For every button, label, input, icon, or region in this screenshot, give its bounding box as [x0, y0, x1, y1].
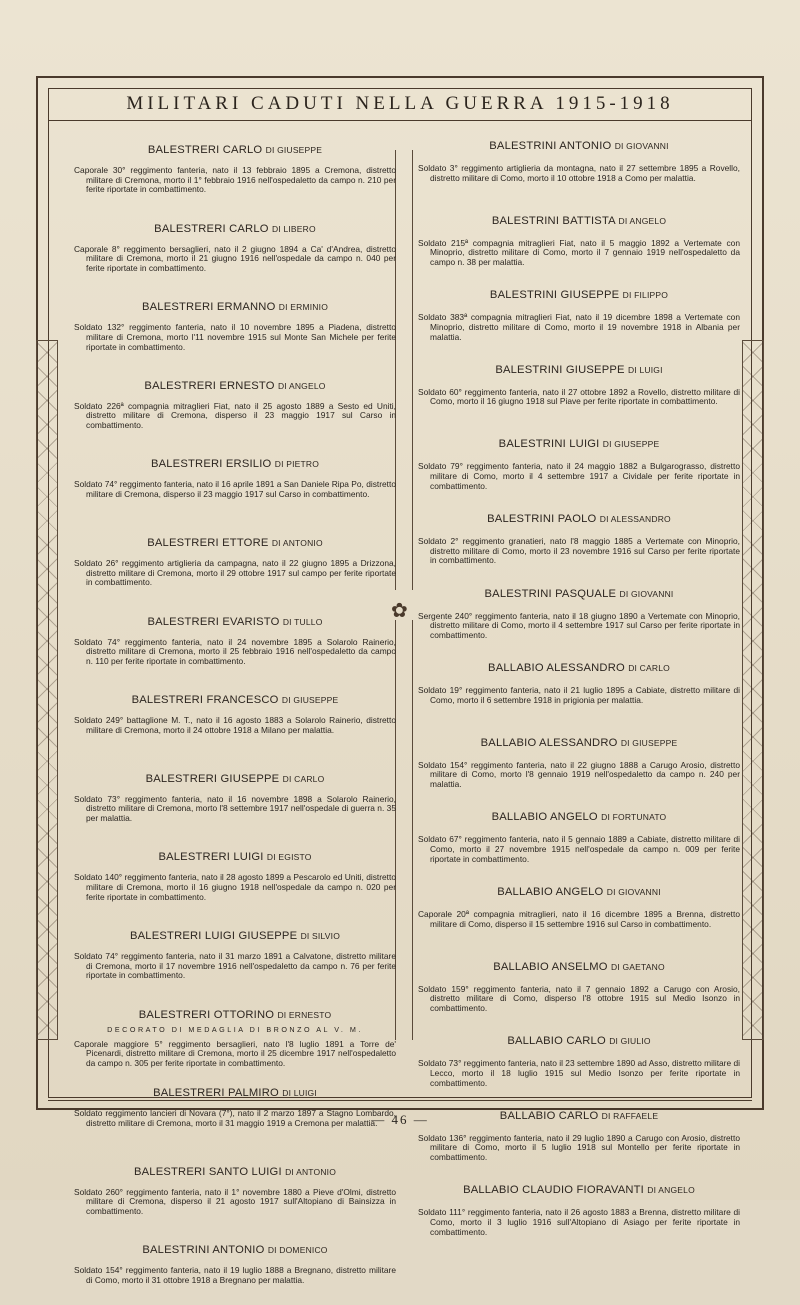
casualty-name: [74, 223, 396, 235]
center-column-ornament-bottom: [395, 620, 413, 1040]
casualty-name: [74, 1009, 396, 1021]
casualty-details: Soldato 73° reggimento fanteria, nato il 23 settembre 1890 ad Asso, distretto militare di Lecco, morto il 18 luglio 1915 sul Medio Isonzo per ferite riportate in combattimento.: [418, 1058, 740, 1088]
casualty-entry: [418, 737, 740, 798]
casualty-name: [418, 140, 740, 152]
casualty-name: [74, 930, 396, 942]
casualty-name: [74, 694, 396, 706]
casualty-details: Soldato 136° reggimento fanteria, nato il 29 luglio 1890 a Carugo con Arosio, distretto militare di Como, morto il 5 luglio 1918 sul Montello per ferite riportate in combattimento.: [418, 1132, 740, 1163]
surname-given-name: BALESTRINI PASQUALE: [484, 587, 617, 600]
casualty-entry: [74, 851, 396, 912]
casualty-entry: [74, 1244, 396, 1305]
patronymic: DI GIUSEPPE: [281, 695, 339, 706]
casualty-entry: [418, 1184, 740, 1245]
casualty-name: [418, 662, 740, 674]
surname-given-name: BALESTRERI CARLO: [147, 144, 263, 156]
page-title: MILITARI CADUTI NELLA GUERRA 1915-1918: [126, 93, 674, 114]
casualty-details: Soldato 226ª compagnia mitraglieri Fiat, nato il 25 agosto 1889 a Sesto ed Uniti, distretto militare di Cremona, disperso il 23 maggio 1917 sul Carso in combattimento.: [74, 400, 396, 431]
casualty-details: Caporale maggiore 5° reggimento bersaglieri, nato l'8 luglio 1891 a Torre de' Picenardi, distretto militare di Cremona, morto il 25 dicembre 1917 nell'ospedaletto da campo n. 305 per ferite riportate in combattimento.: [74, 1038, 396, 1068]
surname-given-name: BALLABIO CLAUDIO FIORAVANTI: [463, 1184, 644, 1197]
casualty-entry: [74, 930, 396, 991]
patronymic: DI LUIGI: [282, 1088, 317, 1099]
surname-given-name: BALLABIO ANGELO: [497, 885, 604, 898]
casualty-entry: [418, 513, 740, 574]
patronymic: DI ALESSANDRO: [599, 513, 671, 524]
casualty-name: [418, 886, 740, 898]
casualty-details: Soldato 154° reggimento fanteria, nato il 19 luglio 1888 a Bregnano, distretto militare di Como, morto il 31 ottobre 1918 a Bregnano per malattia.: [74, 1265, 396, 1286]
surname-given-name: BALESTRERI SANTO LUIGI: [133, 1165, 282, 1178]
casualty-details: Soldato 111° reggimento fanteria, nato il 26 agosto 1883 a Brenna, distretto militare di Como, morto il 3 luglio 1916 sull'Altopiano di Asiago per ferite riportate in combattimento.: [418, 1207, 740, 1237]
casualty-name: [418, 289, 740, 301]
patronymic: DI GIULIO: [609, 1036, 651, 1047]
casualty-name: [74, 773, 396, 785]
casualty-details: Caporale 20ª compagnia mitraglieri, nato il 16 dicembre 1895 a Brenna, distretto militare di Como, disperso il 15 settembre 1916 sul Carso in combattimento.: [418, 908, 740, 929]
patronymic: DI DOMENICO: [267, 1245, 328, 1256]
patronymic: DI GAETANO: [611, 961, 665, 972]
casualty-details: Soldato 383ª compagnia mitraglieri Fiat, nato il 19 dicembre 1898 a Vertemate con Minoprio, distretto militare di Como, morto il 19 novembre 1918 in Albania per malattia.: [418, 312, 740, 342]
casualty-details: Soldato 73° reggimento fanteria, nato il 16 novembre 1898 a Solarolo Rainerio, distretto militare di Cremona, morto l'8 settembre 1917 nell'ospedale di guerra n. 35 per malattia.: [74, 793, 396, 824]
patronymic: DI CARLO: [282, 773, 325, 784]
casualty-details: Soldato 260° reggimento fanteria, nato il 1° novembre 1880 a Pieve d'Olmi, distretto militare di Cremona, disperso il 21 agosto 1917 sull'Altopiano di Bainsizza in combattimento.: [74, 1186, 396, 1217]
surname-given-name: BALESTRINI PAOLO: [487, 512, 597, 525]
patronymic: DI EGISTO: [266, 852, 312, 863]
casualty-details: Soldato 3° reggimento artiglieria da montagna, nato il 27 settembre 1895 a Rovello, distretto militare di Como, morto il 10 ottobre 1918 a Como per malattia.: [418, 163, 740, 183]
patronymic: DI ERNESTO: [277, 1009, 332, 1020]
casualty-entry: [74, 301, 396, 362]
casualty-details: Soldato 74° reggimento fanteria, nato il 16 aprile 1891 a San Daniele Ripa Po, distretto militare di Cremona, disperso il 23 maggio 1917 sul Carso in combattimento.: [74, 479, 396, 500]
surname-given-name: BALLABIO CARLO: [499, 1109, 599, 1122]
casualty-name: [418, 1035, 740, 1047]
casualty-entry: [418, 1035, 740, 1096]
casualty-entry: [74, 380, 396, 441]
casualty-details: Soldato reggimento lancieri di Novara (7°), nato il 2 marzo 1897 a Stagno Lombardo, distretto militare di Cremona, morto il 31 maggio 1919 a Cremona per malattia.: [74, 1108, 396, 1128]
patronymic: DI ANGELO: [618, 215, 667, 226]
right-column: [418, 126, 740, 1237]
casualty-name: [74, 1166, 396, 1178]
patronymic: DI GIOVANNI: [614, 141, 669, 151]
casualty-entry: [418, 662, 740, 723]
casualty-name: [74, 1087, 396, 1099]
surname-given-name: BALESTRERI FRANCESCO: [131, 694, 279, 707]
patronymic: DI GIUSEPPE: [265, 145, 323, 155]
casualty-name: [418, 961, 740, 973]
casualty-entry: [418, 438, 740, 499]
casualty-details: Soldato 19° reggimento fanteria, nato il 21 luglio 1895 a Cabiate, distretto militare di Como, morto il 6 settembre 1918 in prigionia per malattia.: [418, 685, 740, 705]
patronymic: DI FILIPPO: [622, 290, 669, 301]
casualty-details: Soldato 67° reggimento fanteria, nato il 5 gennaio 1889 a Cabiate, distretto militare di Como, morto il 27 novembre 1915 nell'ospedale da campo n. 009 per ferite riportate in combattimento.: [418, 834, 740, 864]
casualty-name: [74, 537, 396, 549]
left-fasces-ornament: [36, 340, 58, 1040]
casualty-details: Soldato 215ª compagnia mitraglieri Fiat, nato il 5 maggio 1892 a Vertemate con Minoprio, distretto militare di Como, morto il 7 gennaio 1919 nell'ospedaletto da campo n. 38 per malattia.: [418, 237, 740, 267]
casualty-name: [418, 588, 740, 600]
surname-given-name: BALLABIO ALESSANDRO: [488, 662, 625, 675]
patronymic: DI GIUSEPPE: [620, 737, 678, 748]
casualty-name: [74, 144, 396, 156]
casualty-entry: [74, 616, 396, 677]
patronymic: DI PIETRO: [274, 459, 320, 470]
center-column-ornament-top: [395, 150, 413, 590]
casualty-name: [74, 458, 396, 470]
surname-given-name: BALESTRERI ERSILIO: [150, 458, 272, 471]
casualty-name: [74, 380, 396, 392]
surname-given-name: BALLABIO ALESSANDRO: [480, 736, 618, 749]
casualty-entry: [418, 811, 740, 872]
patronymic: DI GIUSEPPE: [602, 439, 660, 450]
casualty-entry: [74, 144, 396, 205]
casualty-entry: [74, 1009, 396, 1070]
surname-given-name: BALLABIO CARLO: [507, 1035, 606, 1048]
casualty-details: Soldato 26° reggimento artiglieria da campagna, nato il 22 giugno 1895 a Drizzona, distretto militare di Cremona, morto il 29 ottobre 1917 sul campo per ferite riportate in combattimento.: [74, 557, 396, 588]
patronymic: DI CARLO: [628, 663, 670, 674]
casualty-details: Soldato 154° reggimento fanteria, nato il 22 giugno 1888 a Carugo Arosio, distretto militare di Como, morto l'8 gennaio 1919 nell'ospedaletto da campo n. 240 per malattia.: [418, 759, 740, 790]
decoration-note: DECORATO DI MEDAGLIA DI BRONZO AL V. M.: [107, 1024, 363, 1034]
casualty-details: Soldato 249° battaglione M. T., nato il 16 agosto 1883 a Solarolo Rainerio, distretto militare di Cremona, morto il 24 ottobre 1918 a Milano per malattia.: [74, 715, 396, 735]
casualty-details: Soldato 2° reggimento granatieri, nato l'8 maggio 1885 a Vertemate con Minoprio, distretto militare di Como, morto il 23 novembre 1916 sul Carso per ferite riportate in combattimento.: [418, 535, 740, 566]
surname-given-name: BALESTRERI CARLO: [154, 222, 269, 235]
page-number: — 46 —: [371, 1112, 429, 1127]
surname-given-name: BALESTRERI ERNESTO: [144, 379, 275, 392]
casualty-name: [418, 513, 740, 525]
right-fasces-ornament: [742, 340, 764, 1040]
patronymic: DI LUIGI: [628, 364, 663, 375]
patronymic: DI LIBERO: [271, 223, 316, 234]
surname-given-name: BALESTRERI PALMIRO: [153, 1087, 279, 1100]
patronymic: DI SILVIO: [300, 930, 341, 941]
header-rule: [48, 120, 752, 121]
casualty-entry: [74, 537, 396, 598]
casualty-entry: [74, 1166, 396, 1227]
patronymic: DI RAFFAELE: [601, 1110, 659, 1121]
surname-given-name: BALESTRERI GIUSEPPE: [145, 772, 280, 785]
surname-given-name: BALESTRINI LUIGI: [498, 438, 600, 451]
patronymic: DI GIOVANNI: [619, 588, 674, 599]
casualty-entry: [418, 215, 740, 276]
surname-given-name: BALLABIO ANGELO: [491, 811, 598, 824]
casualty-entry: [74, 694, 396, 755]
casualty-entry: [418, 289, 740, 350]
surname-given-name: BALESTRERI LUIGI GIUSEPPE: [129, 929, 298, 942]
casualty-name: [418, 1184, 740, 1196]
surname-given-name: BALESTRERI ERMANNO: [141, 301, 276, 314]
casualty-name: [74, 1244, 396, 1256]
casualty-details: Soldato 79° reggimento fanteria, nato il 24 maggio 1882 a Bulgarograsso, distretto militare di Como, morto il 4 settembre 1917 a Cividale per ferite riportate in combattimento.: [418, 461, 740, 491]
surname-given-name: BALESTRERI LUIGI: [158, 851, 264, 864]
left-column: [74, 126, 396, 1286]
casualty-details: Soldato 74° reggimento fanteria, nato il 24 novembre 1895 a Solarolo Rainerio, distretto militare di Cremona, morto il 25 febbraio 1916 nell'ospedaletto da campo n. 110 per ferite riportate in combattimento.: [74, 636, 396, 666]
patronymic: DI GIOVANNI: [606, 886, 661, 897]
casualty-entry: [418, 886, 740, 947]
casualty-details: Soldato 132° reggimento fanteria, nato il 10 novembre 1895 a Piadena, distretto militare di Cremona, morto l'11 novembre 1915 sul Monte San Michele per ferite riportate in combattimento.: [74, 322, 396, 352]
patronymic: DI ERMINIO: [278, 302, 329, 313]
patronymic: DI TULLO: [282, 616, 323, 627]
surname-given-name: BALESTRERI OTTORINO: [138, 1008, 275, 1021]
casualty-name: [74, 301, 396, 313]
casualty-name: [418, 364, 740, 376]
casualty-details: Soldato 140° reggimento fanteria, nato il 28 agosto 1899 a Pescarolo ed Uniti, distretto militare di Cremona, morto il 16 giugno 1918 nell'ospedale da campo n. 020 per ferite riportate in combattimento.: [74, 872, 396, 902]
casualty-details: Caporale 30° reggimento fanteria, nato il 13 febbraio 1895 a Cremona, distretto militare di Cremona, morto il 1° febbraio 1916 nell'ospedaletto da campo n. 210 per ferite riportate in combattimento.: [74, 165, 396, 195]
casualty-name: [418, 215, 740, 227]
casualty-details: Sergente 240° reggimento fanteria, nato il 18 giugno 1890 a Vertemate con Minoprio, distretto militare di Como, morto il 4 settembre 1917 sul Carso per ferite riportate in combattimento.: [418, 610, 740, 640]
surname-given-name: BALESTRERI ETTORE: [147, 536, 269, 549]
surname-given-name: BALESTRINI ANTONIO: [489, 140, 612, 152]
surname-given-name: BALESTRINI GIUSEPPE: [489, 289, 620, 302]
patronymic: DI ANTONIO: [285, 1166, 337, 1177]
surname-given-name: BALESTRINI GIUSEPPE: [495, 363, 625, 376]
casualty-entry: [74, 223, 396, 284]
casualty-name: [418, 438, 740, 450]
casualty-name: [418, 811, 740, 823]
casualty-entry: [74, 458, 396, 519]
casualty-entry: [418, 961, 740, 1022]
casualty-details: Soldato 159° reggimento fanteria, nato il 7 gennaio 1892 a Carugo con Arosio, distretto militare di Como, disperso l'8 ottobre 1915 sul Medio Isonzo in combattimento.: [418, 983, 740, 1013]
casualty-entry: [418, 140, 740, 201]
casualty-entry: [418, 364, 740, 425]
center-rosette-icon: ✿: [391, 600, 408, 622]
surname-given-name: BALESTRERI EVARISTO: [147, 615, 280, 628]
casualty-details: Soldato 60° reggimento fanteria, nato il 27 ottobre 1892 a Rovello, distretto militare di Como, morto il 16 giugno 1918 sul Piave per ferite riportate in combattimento.: [418, 386, 740, 407]
casualty-details: Caporale 8° reggimento bersaglieri, nato il 2 giugno 1894 a Ca' d'Andrea, distretto militare di Cremona, morto il 21 giugno 1916 nell'ospedale da campo n. 040 per ferite riportate in combattimento.: [74, 243, 396, 273]
patronymic: DI ANTONIO: [271, 537, 323, 548]
casualty-name: [418, 737, 740, 749]
casualty-details: Soldato 74° reggimento fanteria, nato il 31 marzo 1891 a Calvatone, distretto militare di Cremona, morto il 17 novembre 1916 nell'ospedaletto da campo n. 76 per ferite riportate in combattimento.: [74, 950, 396, 981]
footer-rule: [48, 1100, 752, 1101]
casualty-entry: [74, 773, 396, 834]
surname-given-name: BALESTRINI BATTISTA: [491, 214, 616, 227]
patronymic: DI ANGELO: [277, 380, 326, 391]
casualty-entry: [418, 588, 740, 649]
casualty-name: [74, 851, 396, 863]
patronymic: DI FORTUNATO: [601, 812, 667, 823]
patronymic: DI ANGELO: [647, 1185, 695, 1196]
casualty-name: [74, 616, 396, 628]
surname-given-name: BALLABIO ANSELMO: [493, 960, 608, 973]
surname-given-name: BALESTRINI ANTONIO: [142, 1244, 265, 1257]
